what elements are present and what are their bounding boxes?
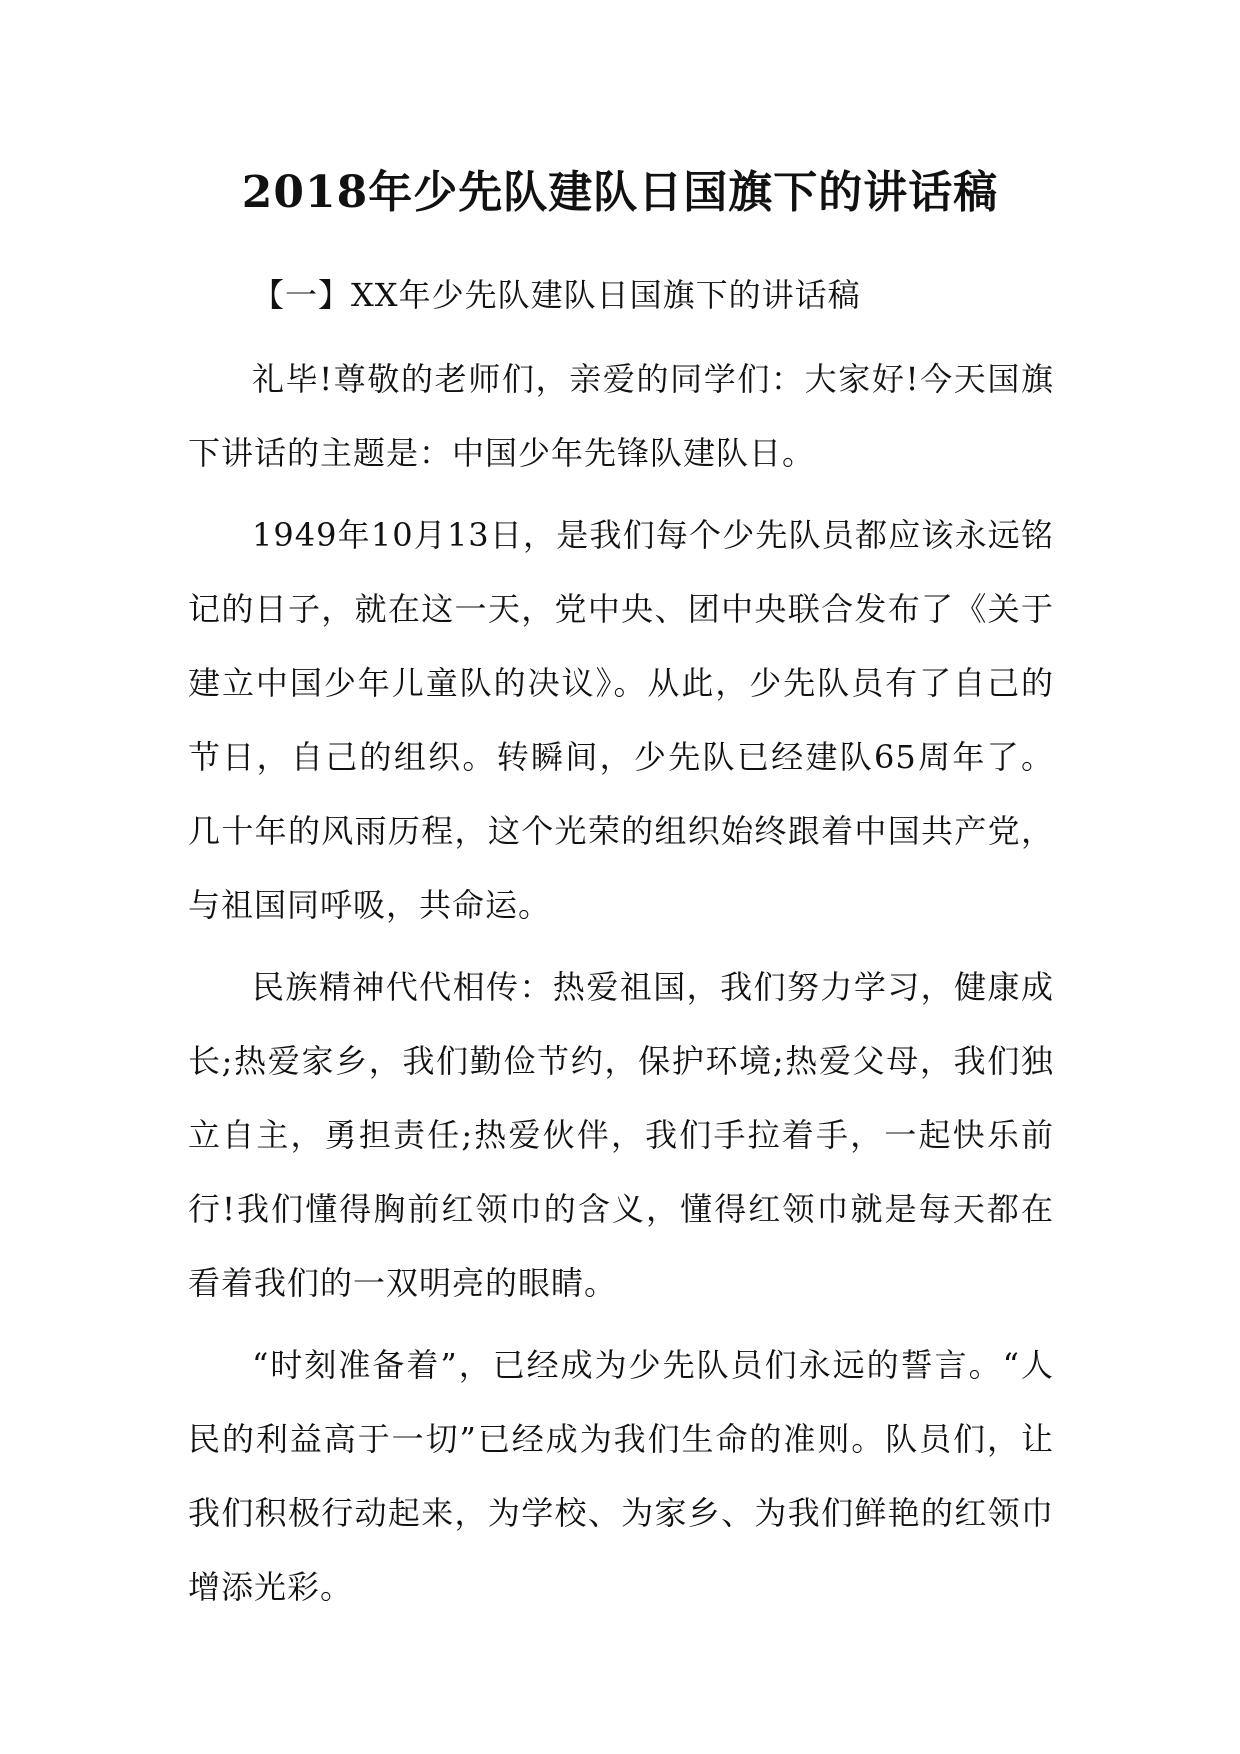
paragraph-history: 1949年10月13日，是我们每个少先队员都应该永远铭记的日子，就在这一天，党中央、团中央联合发布了《关于建立中国少年儿童队的决议》。从此，少先队员有了自己的节日，自己的组织。转瞬间，少先队已经建队65周年了。几十年的风雨历程，这个光荣的组织始终跟着中国共产党，与祖国同呼吸，共命运。 [188, 516, 1054, 924]
document-body [188, 258, 1054, 1632]
paragraph-greeting: 礼毕!尊敬的老师们，亲爱的同学们：大家好!今天国旗下讲话的主题是：中国少年先锋队建队日。 [188, 360, 1054, 472]
paragraph-spirit: 民族精神代代相传：热爱祖国，我们努力学习，健康成长;热爱家乡，我们勤俭节约，保护环境;热爱父母，我们独立自主，勇担责任;热爱伙伴，我们手拉着手，一起快乐前行!我们懂得胸前红领巾的含义，懂得红领巾就是每天都在看着我们的一双明亮的眼睛。 [188, 968, 1054, 1302]
document-title: 2018年少先队建队日国旗下的讲话稿 [241, 167, 999, 218]
section-heading: 【一】XX年少先队建队日国旗下的讲话稿 [252, 276, 861, 314]
paragraph-closing: “时刻准备着”，已经成为少先队员们永远的誓言。“人民的利益高于一切”已经成为我们生命的准则。队员们，让我们积极行动起来，为学校、为家乡、为我们鲜艳的红领巾增添光彩。 [188, 1346, 1054, 1606]
